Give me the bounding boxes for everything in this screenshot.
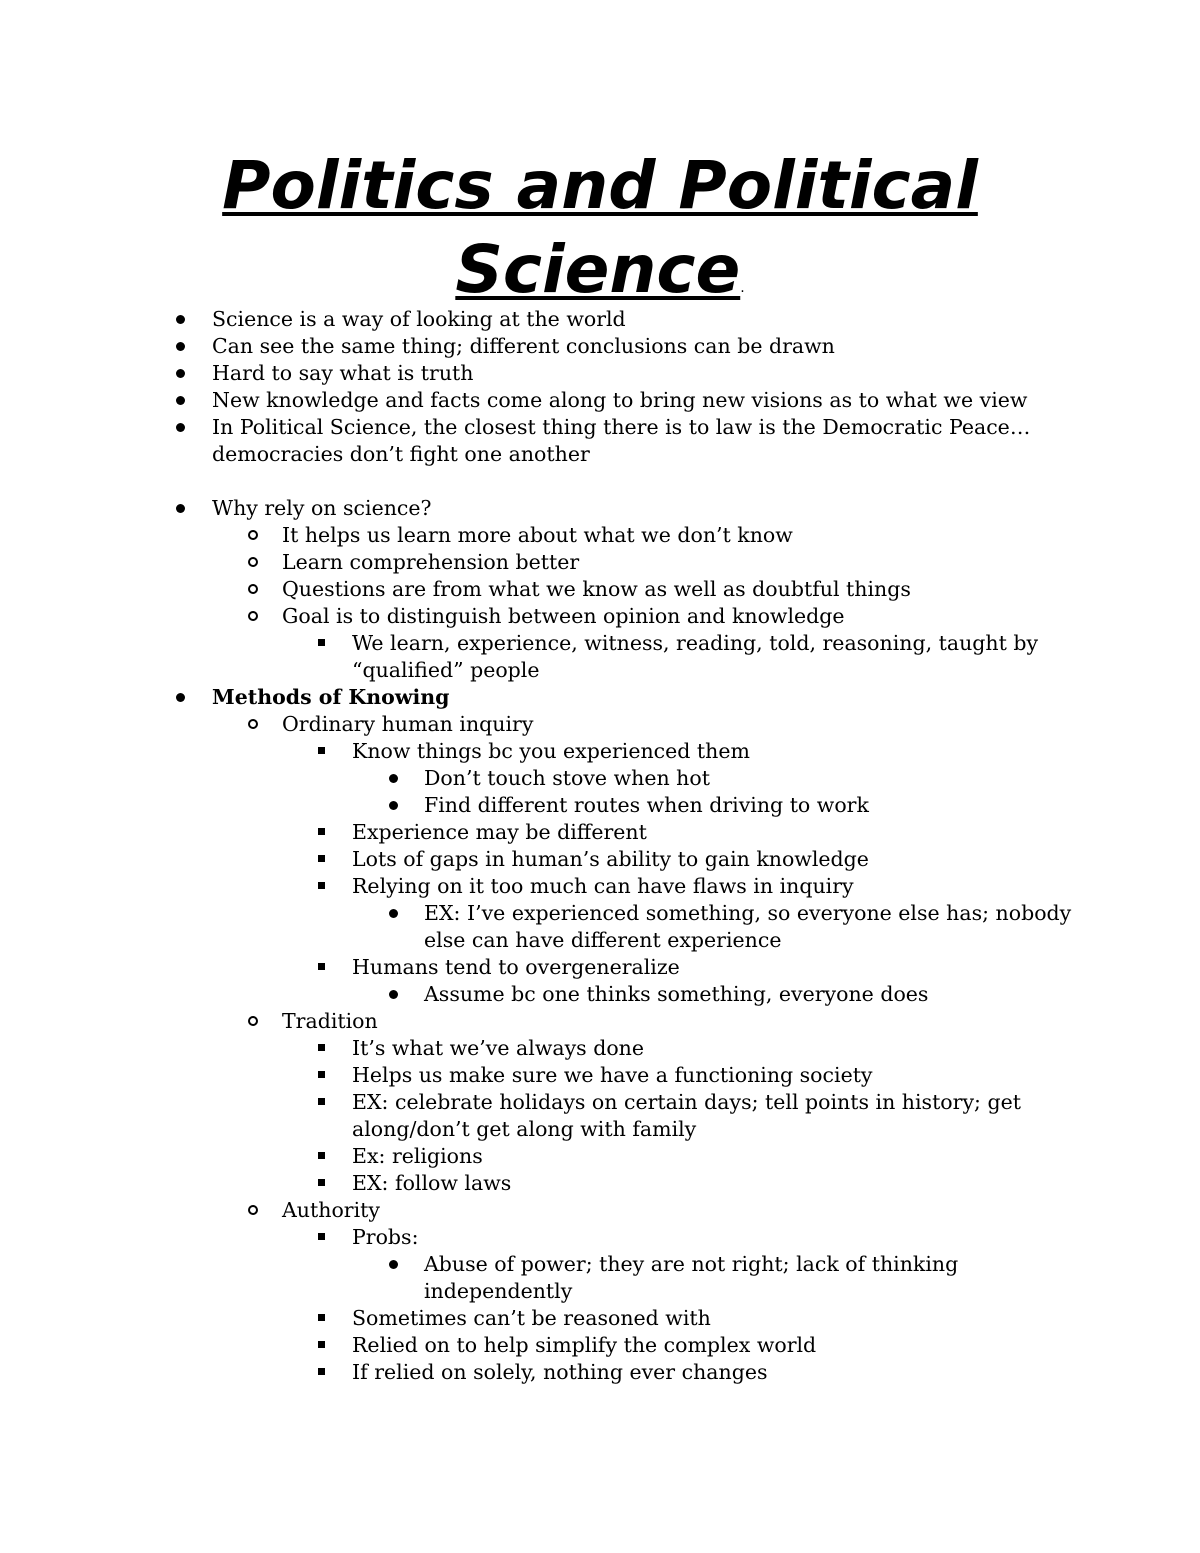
list-item — [0, 1008, 1200, 1035]
bullet-square-icon — [318, 1152, 325, 1159]
list-item-text: EX: I’ve experienced something, so everyone else has; nobody else can have different experience — [424, 901, 1072, 952]
list-item — [0, 711, 1200, 738]
list-item — [0, 1305, 1200, 1332]
bullet-ring-icon — [248, 557, 258, 567]
list-item-text: It helps us learn more about what we don’t know — [282, 523, 793, 547]
list-item — [0, 1143, 1200, 1170]
list-item — [0, 1359, 1200, 1386]
list-item-text: Sometimes can’t be reasoned with — [352, 1306, 711, 1330]
bullet-disc-icon — [176, 504, 185, 513]
list-item — [0, 603, 1200, 630]
bullet-square-icon — [318, 1233, 325, 1240]
list-item-text: Experience may be different — [352, 820, 647, 844]
list-item — [0, 846, 1200, 873]
list-item-text: Science is a way of looking at the world — [212, 307, 626, 331]
list-item-text: Goal is to distinguish between opinion and knowledge — [282, 604, 845, 628]
list-item-text: Ordinary human inquiry — [282, 712, 534, 736]
list-item — [0, 1170, 1200, 1197]
bullet-square-icon — [318, 1314, 325, 1321]
bullet-ring-icon — [248, 1016, 258, 1026]
list-item — [0, 1332, 1200, 1359]
list-item — [0, 1035, 1200, 1062]
list-item — [0, 954, 1200, 981]
list-item-text: In Political Science, the closest thing there is to law is the Democratic Peace… democracies don’t fight one another — [212, 415, 1031, 466]
list-item-text: EX: follow laws — [352, 1171, 512, 1195]
list-item-text: It’s what we’ve always done — [352, 1036, 645, 1060]
list-item-text: EX: celebrate holidays on certain days; tell points in history; get along/don’t get along with family — [352, 1090, 1021, 1141]
list-item-text: Humans tend to overgeneralize — [352, 955, 680, 979]
list-item — [0, 900, 1200, 954]
bullet-square-icon — [318, 1368, 325, 1375]
list-item — [0, 576, 1200, 603]
list-item — [0, 306, 1200, 333]
list-item — [0, 873, 1200, 900]
list-item — [0, 522, 1200, 549]
list-item-text: Can see the same thing; different conclusions can be drawn — [212, 334, 835, 358]
list-item-text: Why rely on science? — [212, 496, 432, 520]
list-item — [0, 765, 1200, 792]
bullet-ring-icon — [248, 611, 258, 621]
list-item — [0, 738, 1200, 765]
bullet-disc-icon — [389, 1260, 398, 1269]
bullet-disc-icon — [389, 774, 398, 783]
list-item — [0, 414, 1200, 468]
bullet-square-icon — [318, 747, 325, 754]
title-text: Politics and Political Science — [222, 147, 978, 308]
list-item — [0, 495, 1200, 522]
bullet-square-icon — [318, 1071, 325, 1078]
list-item — [0, 792, 1200, 819]
notes-list — [0, 306, 1200, 1386]
bullet-square-icon — [318, 882, 325, 889]
list-item-text: New knowledge and facts come along to bring new visions as to what we view — [212, 388, 1028, 412]
list-item-text: Tradition — [282, 1009, 378, 1033]
bullet-disc-icon — [389, 909, 398, 918]
page-title — [150, 144, 1050, 330]
list-item — [0, 333, 1200, 360]
bullet-disc-icon — [389, 990, 398, 999]
list-item — [0, 630, 1200, 684]
list-item-text: Questions are from what we know as well as doubtful things — [282, 577, 911, 601]
list-item — [0, 1062, 1200, 1089]
list-item — [0, 549, 1200, 576]
bullet-ring-icon — [248, 1205, 258, 1215]
title-mark: . — [740, 280, 745, 296]
list-item-text: If relied on solely, nothing ever changes — [352, 1360, 768, 1384]
list-item — [0, 819, 1200, 846]
list-item — [0, 1089, 1200, 1143]
bullet-ring-icon — [248, 584, 258, 594]
list-item-text: Helps us make sure we have a functioning society — [352, 1063, 873, 1087]
bullet-square-icon — [318, 855, 325, 862]
bullet-ring-icon — [248, 530, 258, 540]
bullet-disc-icon — [176, 369, 185, 378]
bullet-square-icon — [318, 639, 325, 646]
list-item-text: Probs: — [352, 1225, 419, 1249]
bullet-ring-icon — [248, 719, 258, 729]
list-item — [0, 1197, 1200, 1224]
list-item-text: Know things bc you experienced them — [352, 739, 750, 763]
list-item-text: Find different routes when driving to work — [424, 793, 869, 817]
bullet-square-icon — [318, 1044, 325, 1051]
list-item — [0, 387, 1200, 414]
bullet-square-icon — [318, 1098, 325, 1105]
bullet-disc-icon — [176, 693, 185, 702]
list-item-text: Ex: religions — [352, 1144, 483, 1168]
list-item — [0, 684, 1200, 711]
list-item-text: We learn, experience, witness, reading, told, reasoning, taught by “qualified” people — [352, 631, 1039, 682]
bullet-square-icon — [318, 1341, 325, 1348]
list-item-text: Relying on it too much can have flaws in inquiry — [352, 874, 854, 898]
list-item-text: Abuse of power; they are not right; lack of thinking independently — [424, 1252, 959, 1303]
list-item — [0, 981, 1200, 1008]
list-item-text: Authority — [282, 1198, 380, 1222]
list-item-text: Hard to say what is truth — [212, 361, 474, 385]
list-item-text: Methods of Knowing — [212, 685, 450, 709]
bullet-disc-icon — [176, 342, 185, 351]
list-item-text: Lots of gaps in human’s ability to gain knowledge — [352, 847, 869, 871]
bullet-disc-icon — [176, 423, 185, 432]
bullet-square-icon — [318, 828, 325, 835]
list-item-text: Learn comprehension better — [282, 550, 580, 574]
bullet-square-icon — [318, 1179, 325, 1186]
bullet-disc-icon — [176, 315, 185, 324]
bullet-disc-icon — [389, 801, 398, 810]
list-item — [0, 360, 1200, 387]
bullet-square-icon — [318, 963, 325, 970]
list-item-text: Relied on to help simplify the complex world — [352, 1333, 817, 1357]
bullet-disc-icon — [176, 396, 185, 405]
list-item — [0, 1224, 1200, 1251]
list-item-text: Don’t touch stove when hot — [424, 766, 710, 790]
list-item-text: Assume bc one thinks something, everyone does — [424, 982, 929, 1006]
list-item — [0, 1251, 1200, 1305]
